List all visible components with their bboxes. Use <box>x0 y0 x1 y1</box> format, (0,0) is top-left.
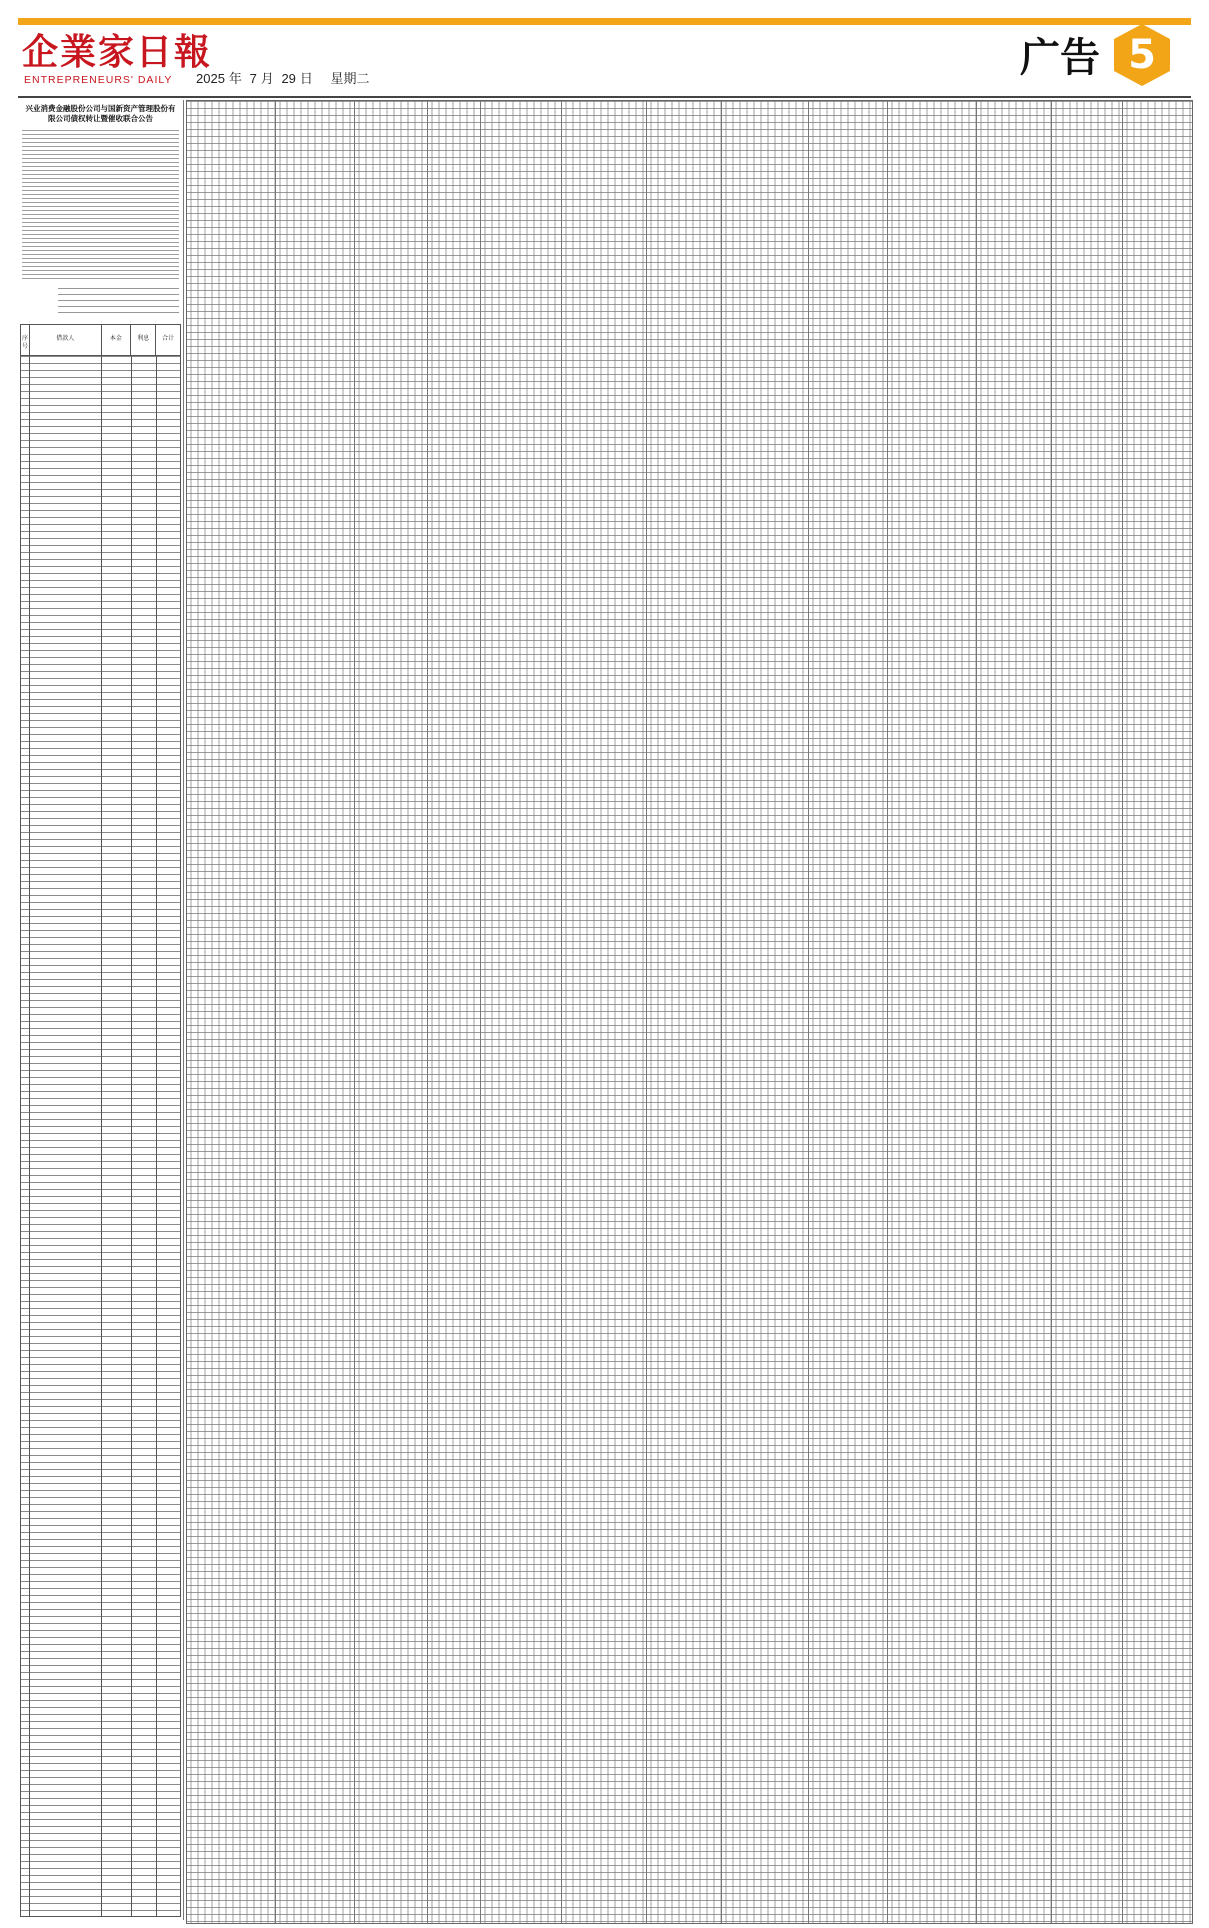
notice-col-interest: 利息 <box>131 325 156 355</box>
table-column-block <box>647 101 722 1923</box>
section-label: 广告 <box>1020 34 1100 81</box>
page-number: 5 <box>1128 32 1156 78</box>
top-accent-bar <box>18 18 1191 25</box>
newspaper-logo: 企業家日報 <box>22 31 213 73</box>
date-month-unit: 月 <box>260 71 274 86</box>
notice-col-principal: 本金 <box>102 325 132 355</box>
table-column-block <box>562 101 647 1923</box>
notice-col-total: 合计 <box>162 335 175 342</box>
dateline <box>196 68 374 87</box>
page-number-badge <box>1110 22 1174 88</box>
newspaper-logo-english: ENTREPRENEURS' DAILY <box>24 74 173 86</box>
notice-col-borrower: 借款人 <box>30 325 102 355</box>
table-column-block <box>809 101 888 1923</box>
table-column-block <box>1052 101 1123 1923</box>
date-day-unit: 日 <box>299 71 313 86</box>
table-column-block <box>977 101 1052 1923</box>
date-day: 29 <box>281 71 296 86</box>
notice-title: 兴业消费金融股份公司与国新资产管理股份有限公司债权转让暨催收联合公告 <box>25 104 176 123</box>
table-column-block <box>722 101 809 1923</box>
table-column-block <box>1123 101 1191 1923</box>
date-year: 2025 <box>196 71 225 86</box>
notice-table-rows <box>21 356 180 1916</box>
debt-listing-table <box>186 100 1193 1924</box>
table-column-block <box>481 101 562 1923</box>
weekday: 星期二 <box>330 71 370 86</box>
notice-column <box>18 100 184 1920</box>
header-rule <box>18 96 1191 98</box>
notice-signature <box>58 288 179 316</box>
table-column-block <box>355 101 428 1923</box>
notice-table-header <box>21 325 180 356</box>
date-month: 7 <box>249 71 257 86</box>
table-column-block <box>276 101 355 1923</box>
notice-col-index: 序号 <box>21 325 30 355</box>
notice-body-text <box>22 130 179 280</box>
table-column-block <box>187 101 276 1923</box>
notice-table <box>20 324 181 1917</box>
table-column-block <box>888 101 977 1923</box>
date-year-unit: 年 <box>228 71 242 86</box>
table-column-block <box>428 101 481 1923</box>
